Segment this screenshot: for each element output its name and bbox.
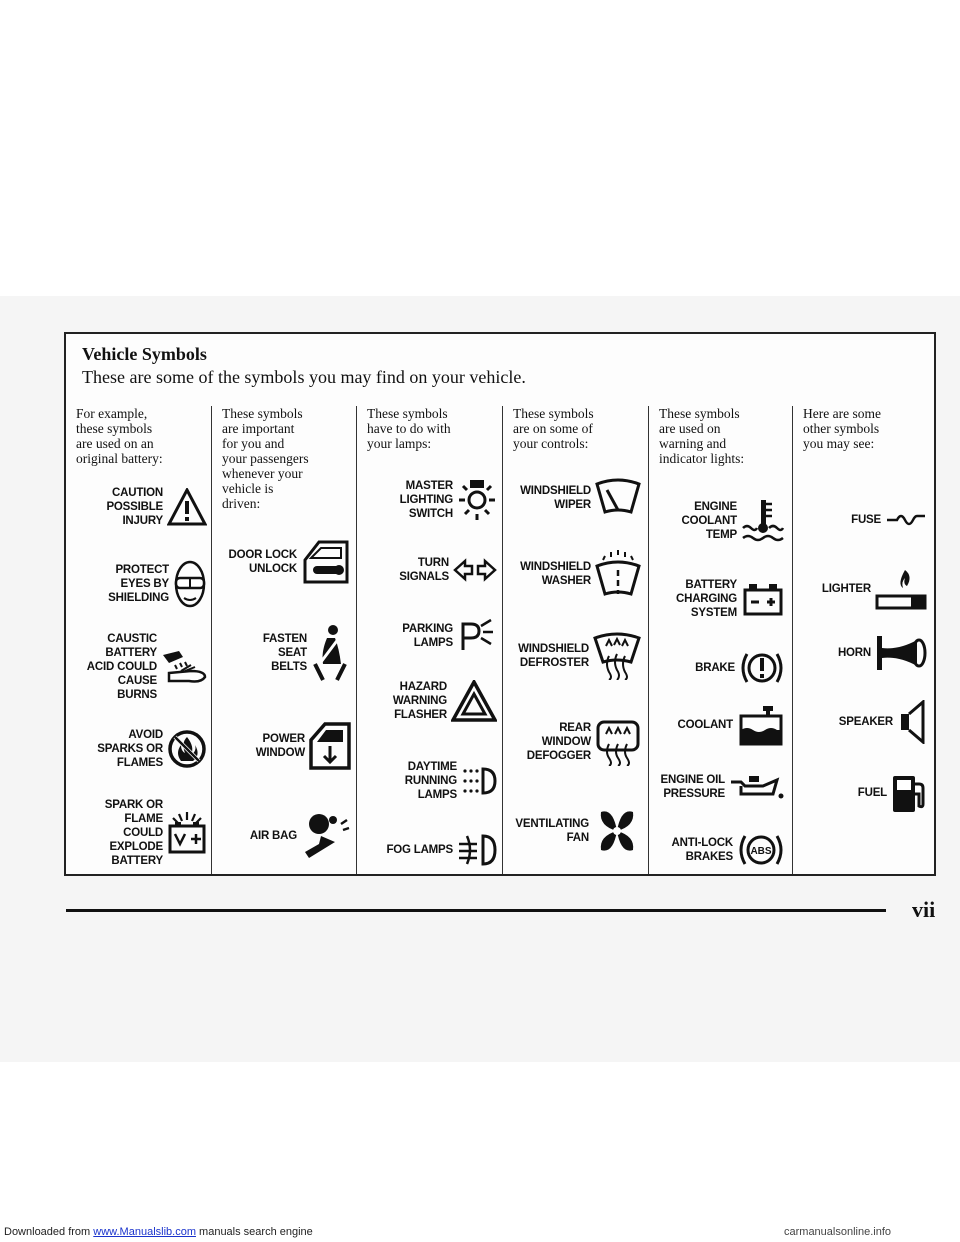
symbol-caustic-acid: [87, 632, 207, 702]
symbol-label: SPARK OR FLAME COULD EXPLODE BATTERY: [104, 799, 163, 867]
symbol-label: WINDSHIELD DEFROSTER: [518, 643, 589, 669]
fog-lamps-icon: [457, 830, 497, 870]
symbol-avoid-flames: [97, 728, 207, 770]
symbol-turn-signals: [399, 556, 497, 584]
symbol-label: AVOID SPARKS OR FLAMES: [97, 729, 163, 769]
column-controls: [502, 406, 649, 874]
panel-subtitle: These are some of the symbols you may find on your vehicle.: [82, 367, 526, 387]
symbol-protect-eyes: [108, 558, 207, 610]
column-intro: For example, these symbols are used on an original battery:: [76, 406, 163, 466]
acid-hand-icon: [161, 649, 207, 685]
panel-title: Vehicle Symbols: [82, 344, 207, 364]
symbol-daytime-running-lamps: [405, 760, 497, 802]
symbol-anti-lock-brakes: [672, 830, 785, 870]
symbol-label: ENGINE OIL PRESSURE: [660, 774, 725, 800]
symbol-label: MASTER LIGHTING SWITCH: [399, 480, 453, 520]
symbol-caution: [106, 486, 207, 528]
column-intro: These symbols are important for you and your passengers whenever your vehicle is driven:: [222, 406, 309, 511]
symbol-master-lighting: [400, 476, 497, 524]
speaker-icon: [897, 700, 927, 744]
symbol-speaker: [839, 700, 927, 744]
seat-belt-icon: [311, 624, 351, 682]
symbol-label: CAUTION POSSIBLE INJURY: [106, 487, 163, 527]
coolant-temp-icon: [741, 498, 785, 544]
symbol-label: DOOR LOCK UNLOCK: [228, 549, 297, 575]
symbol-windshield-washer: [520, 548, 641, 600]
hazard-triangle-icon: [451, 680, 497, 722]
svg-text:ABS: ABS: [750, 846, 772, 857]
symbol-horn: [838, 632, 927, 674]
symbol-spark-explode: [105, 798, 207, 868]
wiper-icon: [595, 478, 641, 518]
vehicle-symbols-panel: [64, 332, 936, 876]
symbol-engine-oil-pressure: [661, 772, 785, 802]
symbol-seat-belt: [263, 624, 351, 682]
door-lock-icon: [301, 540, 351, 584]
column-lamps: [356, 406, 503, 874]
symbol-fuel: [858, 772, 927, 814]
brake-icon: [739, 648, 785, 688]
symbol-label: WINDSHIELD WIPER: [520, 485, 591, 511]
column-safety: [211, 406, 357, 874]
defroster-icon: [593, 632, 641, 680]
rear-defogger-icon: [595, 718, 641, 766]
horn-icon: [875, 632, 927, 674]
symbol-air-bag: [250, 812, 351, 860]
symbol-label: SPEAKER: [838, 716, 893, 728]
symbol-label: LIGHTER: [821, 583, 871, 595]
fan-icon: [593, 804, 641, 858]
watermark: carmanualsonline.info: [784, 1226, 892, 1238]
symbol-label: ENGINE COOLANT TEMP: [681, 501, 737, 541]
symbol-label: TURN SIGNALS: [399, 557, 449, 583]
manualslib-link[interactable]: www.Manualslib.com: [93, 1226, 196, 1238]
symbol-fuse: [851, 508, 927, 532]
column-other: [792, 406, 937, 874]
symbol-label: ANTI-LOCK BRAKES: [671, 837, 733, 863]
symbol-lighter: [822, 566, 927, 612]
symbol-label: BATTERY CHARGING SYSTEM: [675, 579, 737, 619]
column-warning-lights: [648, 406, 793, 874]
daytime-running-lamps-icon: [461, 761, 497, 801]
fuse-icon: [885, 508, 927, 532]
symbol-label: WINDSHIELD WASHER: [520, 561, 591, 587]
symbol-label: POWER WINDOW: [255, 733, 305, 759]
symbol-windshield-defroster: [518, 632, 641, 680]
coolant-icon: [737, 704, 785, 746]
symbol-label: FUSE: [851, 514, 881, 526]
column-intro: Here are some other symbols you may see:: [803, 406, 881, 451]
column-intro: These symbols have to do with your lamps:: [367, 406, 451, 451]
symbol-windshield-wiper: [520, 478, 641, 518]
symbol-hazard-flasher: [393, 680, 497, 722]
abs-icon: [737, 830, 785, 870]
symbol-rear-defogger: [527, 718, 641, 766]
page-rule: [66, 909, 886, 912]
column-intro: These symbols are used on warning and indicator lights:: [659, 406, 745, 466]
symbol-label: REAR WINDOW DEFOGGER: [526, 722, 591, 762]
page-number: vii: [912, 897, 936, 922]
master-lighting-icon: [457, 476, 497, 524]
no-flame-icon: [167, 729, 207, 769]
oil-pressure-icon: [729, 772, 785, 802]
symbol-label: FASTEN SEAT BELTS: [262, 633, 307, 673]
air-bag-icon: [301, 812, 351, 860]
column-intro: These symbols are on some of your controls:: [513, 406, 594, 451]
footer-prefix: Downloaded from: [4, 1226, 94, 1238]
lighter-icon: [875, 566, 927, 612]
symbol-coolant: [678, 704, 785, 746]
symbol-label: HORN: [837, 647, 871, 659]
symbol-label: PARKING LAMPS: [402, 623, 453, 649]
column-battery: [66, 406, 211, 874]
symbol-label: BRAKE: [695, 662, 735, 674]
caution-triangle-icon: [167, 488, 207, 526]
symbol-parking-lamps: [402, 616, 497, 656]
fuel-icon: [891, 772, 927, 814]
goggles-face-icon: [173, 558, 207, 610]
symbol-ventilating-fan: [515, 804, 641, 858]
symbol-label: AIR BAG: [249, 830, 297, 842]
symbol-power-window: [256, 722, 351, 770]
symbol-label: FOG LAMPS: [386, 844, 453, 856]
symbol-label: FUEL: [857, 787, 887, 799]
symbol-label: CAUSTIC BATTERY ACID COULD CAUSE BURNS: [86, 633, 157, 701]
washer-icon: [595, 548, 641, 600]
symbol-label: DAYTIME RUNNING LAMPS: [404, 761, 457, 801]
symbol-door-lock: [229, 540, 351, 584]
symbol-engine-coolant-temp: [682, 498, 785, 544]
symbol-brake: [695, 648, 785, 688]
battery-icon: [741, 582, 785, 616]
symbol-label: PROTECT EYES BY SHIELDING: [108, 564, 169, 604]
download-footer: [4, 1226, 313, 1238]
exploding-battery-icon: [167, 810, 207, 856]
symbol-battery-charging: [676, 578, 785, 620]
parking-lamps-icon: [457, 616, 497, 656]
power-window-icon: [309, 722, 351, 770]
turn-signals-icon: [453, 558, 497, 582]
footer-suffix: manuals search engine: [195, 1226, 313, 1238]
symbol-fog-lamps: [386, 830, 497, 870]
symbol-label: HAZARD WARNING FLASHER: [392, 681, 447, 721]
symbol-label: COOLANT: [677, 719, 733, 731]
symbol-label: VENTILATING FAN: [515, 818, 589, 844]
